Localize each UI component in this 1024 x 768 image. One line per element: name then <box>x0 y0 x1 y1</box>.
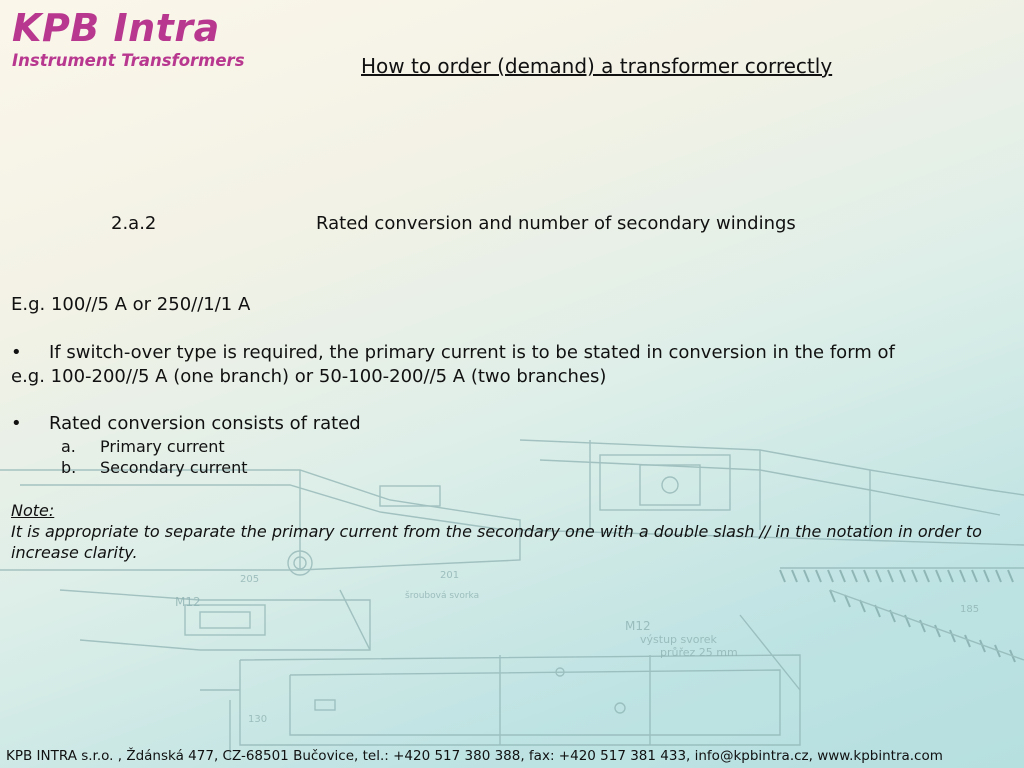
bullet-rated-conversion <box>11 412 611 438</box>
bullet-text-line1: If switch-over type is required, the primary current is to be stated in conversion in the form of <box>49 342 895 363</box>
section-title: Rated conversion and number of secondary windings <box>316 213 796 234</box>
drawing-label-m12-left: M12 <box>175 595 201 609</box>
list-item-letter: a. <box>61 437 76 456</box>
drawing-dim-130: 130 <box>248 714 268 725</box>
bullet-symbol: • <box>11 342 22 363</box>
drawing-dim-185: 185 <box>960 604 980 615</box>
page-title: How to order (demand) a transformer correctly <box>361 54 833 78</box>
footer-contact: KPB INTRA s.r.o. , Ždánská 477, CZ-68501 Bučovice, tel.: +420 517 380 388, fax: +420 517 381 433, info@kpbintra.cz, www.kpbintra.com <box>6 748 943 764</box>
drawing-dim-205: 205 <box>240 574 260 585</box>
bullet-text: Rated conversion consists of rated <box>49 413 361 434</box>
drawing-label-m12-right: M12 <box>625 619 651 633</box>
list-item-text: Primary current <box>100 437 225 456</box>
drawing-note-mid: šroubová svorka <box>405 591 480 601</box>
logo-brand-name: KPB Intra <box>12 6 220 50</box>
note-text: It is appropriate to separate the primary current from the secondary one with a double slash // in the notation in order to increase clarity. <box>11 522 982 562</box>
bullet-symbol: • <box>11 413 22 434</box>
list-item <box>61 437 461 457</box>
company-logo <box>10 6 340 72</box>
section-number: 2.a.2 <box>111 213 157 234</box>
drawing-note-right-2: průřez 25 mm <box>660 646 738 659</box>
note-label: Note: <box>11 501 55 520</box>
drawing-dim-201: 201 <box>440 570 460 581</box>
list-item-text: Secondary current <box>100 458 248 477</box>
example-text: E.g. 100//5 A or 250//1/1 A <box>11 294 251 315</box>
logo-tagline: Instrument Transformers <box>12 51 245 70</box>
list-item-letter: b. <box>61 458 77 477</box>
drawing-note-right: výstup svorek <box>640 633 717 646</box>
list-item <box>61 458 461 478</box>
bullet-switch-over <box>11 341 1011 395</box>
bullet-text-line2: e.g. 100-200//5 A (one branch) or 50-100-200//5 A (two branches) <box>11 366 607 387</box>
